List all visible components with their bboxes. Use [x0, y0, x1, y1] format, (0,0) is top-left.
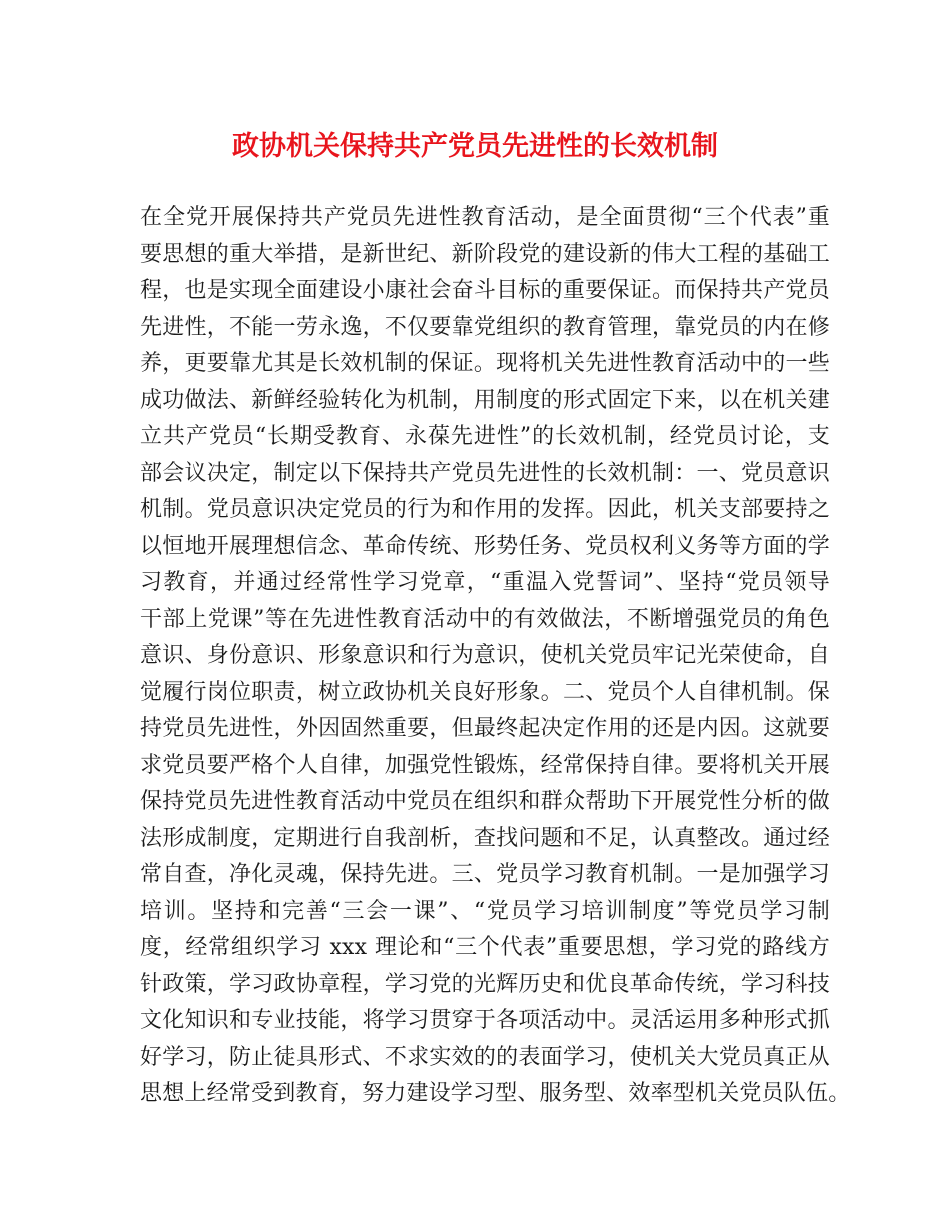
- body-line: 文化知识和专业技能，将学习贯穿于各项活动中。灵活运用多种形式抓: [140, 1008, 830, 1033]
- body-line: 以恒地开展理想信念、革命传统、形势任务、党员权利义务等方面的学: [140, 533, 830, 559]
- body-line: 针政策，学习政协章程，学习党的光辉历史和优良革命传统，学习科技: [140, 971, 830, 997]
- body-line: 常自查，净化灵魂，保持先进。三、党员学习教育机制。一是加强学习: [140, 862, 830, 887]
- body-line: 度，经常组织学习 xxx 理论和“三个代表”重要思想，学习党的路线方: [140, 935, 830, 960]
- body-line: 培训。坚持和完善“三会一课”、“党员学习培训制度”等党员学习制: [140, 898, 830, 924]
- body-line: 先进性，不能一劳永逸，不仅要靠党组织的教育管理，靠党员的内在修: [140, 314, 830, 340]
- body-line: 好学习，防止徒具形式、不求实效的的表面学习，使机关大党员真正从: [140, 1044, 830, 1070]
- body-line: 要思想的重大举措，是新世纪、新阶段党的建设新的伟大工程的基础工: [140, 241, 830, 267]
- body-line: 求党员要严格个人自律，加强党性锻炼，经常保持自律。要将机关开展: [140, 752, 830, 778]
- body-line: 意识、身份意识、形象意识和行为意识，使机关党员牢记光荣使命，自: [140, 643, 830, 668]
- body-line: 部会议决定，制定以下保持共产党员先进性的长效机制：一、党员意识: [140, 460, 830, 486]
- body-line: 保持党员先进性教育活动中党员在组织和群众帮助下开展党性分析的做: [140, 789, 830, 814]
- body-line: 在全党开展保持共产党员先进性教育活动，是全面贯彻“三个代表”重: [140, 205, 830, 230]
- body-line: 机制。党员意识决定党员的行为和作用的发挥。因此，机关支部要持之: [140, 497, 830, 522]
- body-line: 成功做法、新鲜经验转化为机制，用制度的形式固定下来，以在机关建: [140, 387, 830, 413]
- body-line: 习教育，并通过经常性学习党章，“重温入党誓词”、坚持“党员领导: [140, 570, 830, 595]
- body-line: 程，也是实现全面建设小康社会奋斗目标的重要保证。而保持共产党员: [140, 278, 830, 303]
- document-body: [140, 200, 851, 1113]
- body-line: 觉履行岗位职责，树立政协机关良好形象。二、党员个人自律机制。保: [140, 679, 830, 705]
- body-line: 立共产党员“长期受教育、永葆先进性”的长效机制，经党员讨论，支: [140, 424, 830, 449]
- body-line: 养，更要靠尤其是长效机制的保证。现将机关先进性教育活动中的一些: [140, 351, 830, 376]
- document-title: 政协机关保持共产党员先进性的长效机制: [232, 131, 718, 162]
- body-line: 思想上经常受到教育，努力建设学习型、服务型、效率型机关党员队伍。: [140, 1081, 851, 1106]
- body-line: 持党员先进性，外因固然重要，但最终起决定作用的还是内因。这就要: [140, 716, 830, 741]
- body-line: 法形成制度，定期进行自我剖析，查找问题和不足，认真整改。通过经: [140, 825, 830, 851]
- body-line: 干部上党课”等在先进性教育活动中的有效做法，不断增强党员的角色: [140, 606, 830, 632]
